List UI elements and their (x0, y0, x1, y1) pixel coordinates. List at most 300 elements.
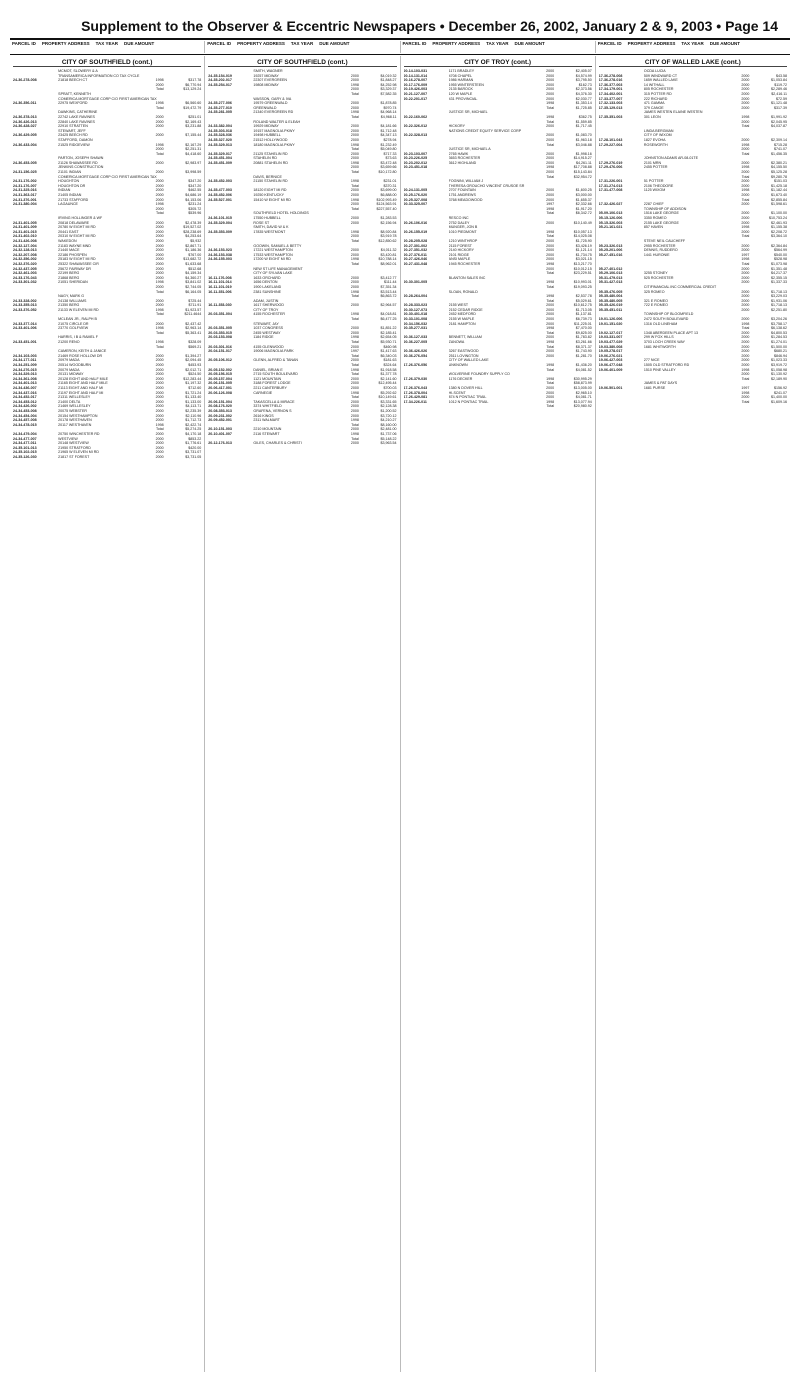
property-address: ROSE ST (253, 220, 270, 225)
tax-year: 2000 (741, 266, 750, 271)
parcel-id: 16-11-351-006 (208, 289, 232, 294)
header-tax-year: TAX YEAR (681, 41, 704, 46)
due-amount: $4,418.60 (185, 151, 202, 156)
due-amount: $1,083.70 (575, 133, 592, 138)
header-sub-rule (10, 54, 790, 55)
parcel-id: 24-34-454-004 (13, 413, 37, 418)
due-amount: $58,873.99 (573, 381, 592, 386)
due-amount: $3,412.77 (380, 275, 397, 280)
parcel-id: 19-01-151-020 (598, 321, 623, 326)
tax-year: 2000 (155, 275, 164, 280)
due-amount: $1,609.16 (770, 399, 787, 404)
due-amount: $3,731.05 (185, 454, 202, 459)
tax-year: 1998 (350, 179, 359, 184)
due-amount: $715.28 (773, 142, 787, 147)
property-address: 21200 RENO (58, 340, 80, 345)
parcel-id: 17-28-101-043 (598, 137, 623, 142)
property-address: HICKORY (448, 124, 465, 129)
parcel-id: 24-36-429-005 (13, 133, 37, 138)
parcel-id: 24-35-102-015 (13, 450, 37, 455)
parcel-id: 05-27-451-016 (598, 252, 623, 257)
property-address: 315 POTTER RD (643, 91, 672, 96)
property-address: 22975 WEXFORD (58, 101, 88, 106)
due-amount: $1,923.57 (185, 307, 202, 312)
tax-year: Total (741, 326, 750, 331)
tax-year: 2000 (155, 431, 164, 436)
due-amount: $6,888.00 (380, 193, 397, 198)
property-address: 2752 DALEY (448, 220, 470, 225)
parcel-id: 17-26-376-056 (403, 363, 428, 367)
property-address: 2955 ROCHESTER (643, 243, 676, 248)
tax-year: 2000 (350, 441, 359, 446)
property-address: MCMOT, SLOWERY & A (58, 69, 98, 73)
tax-year: 2000 (741, 137, 750, 142)
due-amount: $1,133.40 (185, 395, 202, 400)
tax-year: 2000 (155, 124, 164, 129)
tax-year: 2000 (546, 353, 555, 358)
parcel-id: 24-36-278-008 (13, 78, 37, 83)
due-amount: $5,049.80 (380, 147, 397, 152)
property-address: 2152 CEDAR RIDGE (448, 307, 483, 312)
property-address: NATIONS CREDIT EQUITY SERVICE CORP (448, 128, 522, 133)
tax-year: 2000 (350, 399, 359, 404)
tax-year: 2000 (546, 124, 555, 129)
tax-year: 2000 (741, 317, 750, 322)
tax-year: Total (546, 174, 555, 179)
property-address: DAVIS, BERNICE (253, 174, 282, 179)
tax-year: 2000 (741, 294, 750, 299)
parcel-id: 20-28-205-028 (403, 238, 428, 243)
tax-year: Total (351, 422, 359, 427)
due-amount: $2,437.42 (185, 321, 202, 326)
due-amount: $846.94 (773, 353, 787, 358)
tax-year: 2000 (350, 165, 359, 170)
property-address: 2116 STEWART (253, 431, 280, 436)
parcel-id: 24-35-353-009 (208, 229, 232, 234)
property-address: 1348 ABERDEEN PLACE APT 13 (643, 330, 698, 335)
due-amount: $3,472.48 (380, 160, 397, 165)
property-address: 120 W MAPLE (448, 91, 473, 96)
property-address: GREENWALD (253, 105, 277, 110)
tax-year: Total (546, 298, 555, 303)
due-amount: $119.72 (774, 82, 787, 87)
tax-year: 2000 (546, 238, 555, 243)
property-address: 1633 ORCHARD (253, 275, 281, 280)
tax-year: 2000 (155, 119, 164, 124)
due-amount: $1,717.45 (575, 124, 592, 129)
due-amount: $6,164.05 (185, 289, 202, 294)
parcel-id: 24-31-401-009 (13, 225, 37, 230)
tax-year: 2000 (546, 317, 555, 322)
due-amount: $9,280.78 (770, 174, 787, 179)
tax-year: 2000 (546, 151, 555, 156)
parcel-id: 17-29-227-004 (598, 142, 623, 147)
property-address: STAHELIN RD (253, 156, 277, 161)
parcel-id: 20-36-227-005 (403, 340, 428, 345)
due-amount: $1,918.58 (380, 367, 397, 372)
tax-year: 1998 (155, 280, 164, 285)
property-address: 21340 EVERGREEN RD (253, 110, 294, 115)
due-amount: $4,574.99 (575, 73, 592, 78)
property-address: 2101 MRN (643, 160, 662, 165)
due-amount: $5,932 (190, 238, 202, 243)
parcel-id: 20-23-226-025 (403, 156, 428, 161)
tax-year: 2000 (155, 179, 164, 184)
property-address: 17221 WESTHAMPTON (253, 248, 293, 253)
parcel-id: 20-26-106-016 (403, 220, 428, 225)
tax-year: 1998 (741, 188, 750, 193)
due-amount: $1,100.00 (770, 211, 787, 216)
tax-year: 2000 (741, 248, 750, 253)
property-address: COMERICA MORTGAGE CORP C/O FIRST AMERICAN TAX (58, 174, 157, 179)
tax-year: 2000 (155, 183, 164, 188)
tax-year: 2000 (155, 399, 164, 404)
parcel-id: 20-33-101-008 (403, 317, 428, 322)
parcel-id: 20-23-202-012 (403, 160, 428, 165)
parcel-id: 24-34-479-004 (13, 431, 37, 436)
due-amount: $1,456.35 (770, 151, 787, 156)
due-amount: $151.03 (773, 179, 787, 184)
tax-year: Total (741, 174, 750, 179)
tax-year: 2000 (155, 248, 164, 253)
due-amount: $1,998.16 (575, 151, 592, 156)
due-amount: $1,655.37 (575, 197, 592, 202)
tax-year: 2000 (546, 312, 555, 317)
tax-year: Total (351, 183, 359, 188)
due-amount: $5,029.61 (575, 298, 592, 303)
tax-year: Total (155, 105, 164, 110)
tax-year: 2000 (546, 82, 555, 87)
due-amount: $2,185.41 (380, 330, 397, 335)
tax-year: 1998 (546, 261, 555, 266)
parcel-id: 24-36-453-005 (13, 160, 37, 165)
due-amount: $2,332.66 (575, 202, 592, 207)
parcel-id: 24-34-436-007 (13, 385, 37, 390)
due-amount: $5,292.62 (380, 390, 397, 395)
due-amount: $8,160.00 (380, 422, 397, 427)
tax-year: 2000 (350, 358, 359, 363)
property-address: OCDA LUCIA (643, 69, 666, 73)
due-amount: $4,800.53 (770, 330, 787, 335)
due-amount: $1,073.98 (770, 261, 787, 266)
due-amount: $1,155.38 (770, 225, 787, 230)
tax-year: 2000 (350, 413, 359, 418)
header-property-address: PROPERTY ADDRESS (41, 41, 90, 46)
tax-year: Total (546, 234, 555, 239)
property-address: 1656 DENTON (253, 280, 278, 285)
property-address: RESCO INC (448, 216, 469, 220)
tax-year: 2000 (546, 91, 555, 96)
property-address: 21125 STAHELIN RD (253, 151, 288, 156)
parcel-id: 24-31-363-017 (13, 193, 37, 198)
due-amount: $43.58 (775, 73, 787, 78)
parcel-id: 20-28-333-023 (403, 303, 428, 308)
due-amount: $3,795.50 (575, 78, 592, 83)
tax-year: Total (546, 367, 555, 372)
property-address: 4155 GLENWOOD (253, 344, 284, 349)
tax-year: 2000 (741, 243, 750, 248)
parcel-id: 17-36-278-016 (598, 78, 623, 83)
tax-year: 2000 (350, 156, 359, 161)
tax-year: 2000 (350, 280, 359, 285)
parcel-id: 20-04-151-017 (208, 349, 232, 354)
tax-year: 2000 (546, 303, 555, 308)
tax-year: 2000 (546, 69, 555, 73)
tax-year: 2000 (155, 303, 164, 308)
tax-year: 2000 (546, 193, 555, 198)
due-amount: $1,394.27 (185, 353, 202, 358)
property-address: HOUGHTON DR (58, 183, 86, 188)
due-amount: $6,342.72 (575, 211, 592, 216)
column-header-group (10, 41, 204, 53)
tax-year: 2000 (741, 78, 750, 83)
due-amount: $853.22 (188, 436, 202, 441)
tax-year: 1998 (741, 142, 750, 147)
parcel-id: 20-09-231-002 (208, 413, 232, 418)
tax-year: 2000 (155, 225, 164, 230)
parcel-id: 24-35-329-017 (208, 151, 232, 156)
tax-year: 2000 (741, 170, 750, 175)
parcel-id: 24-35-477-003 (208, 188, 232, 193)
due-amount: $711.91 (188, 303, 202, 308)
header-property-address: PROPERTY ADDRESS (627, 41, 676, 46)
parcel-id: 17-29-476-006 (598, 165, 623, 170)
due-amount: $3,919.72 (770, 363, 787, 367)
property-address: 21525 RIDGEVIEW (58, 142, 90, 147)
tax-year: 2000 (741, 303, 750, 308)
due-amount: $7,351.34 (380, 284, 397, 289)
due-amount: $3,731.07 (185, 450, 202, 455)
property-address: 21400 DELTA (58, 399, 81, 404)
parcel-id: 20-27-431-048 (403, 261, 428, 266)
tax-year: 2000 (350, 427, 359, 432)
tax-year: 1998 (350, 257, 359, 262)
tax-year: 2000 (546, 248, 555, 253)
tax-year: 2000 (741, 280, 750, 285)
due-amount: $2,208.72 (770, 229, 787, 234)
property-address: 2155 LAKE GEORGE (643, 220, 679, 225)
due-amount: $13,682.72 (183, 257, 202, 262)
due-amount: $767.00 (188, 252, 202, 257)
tax-year: 2000 (546, 220, 555, 225)
header-due-amount: DUE AMOUNT (514, 41, 545, 46)
parcel-id: 20-06-126-008 (208, 390, 232, 395)
tax-year: 1998 (546, 294, 555, 299)
property-address: STEVE NEIL CAUCHEFF (643, 238, 686, 243)
parcel-id: 24-36-153-038 (208, 252, 232, 257)
tax-year: 2000 (546, 160, 555, 165)
due-amount: $7,470.00 (575, 326, 592, 331)
parcel-id: 24-31-325-016 (13, 188, 37, 193)
parcel-id: 24-35-254-017 (208, 82, 232, 87)
due-amount: $725.44 (188, 298, 202, 303)
property-address: 19250 KENTUCKY (253, 193, 284, 198)
tax-year: 2000 (546, 133, 555, 138)
parcel-id: 24-35-451-004 (208, 156, 232, 161)
parcel-id: 24-31-156-025 (13, 170, 37, 175)
property-address: 2210 MOUNTAIN (253, 427, 282, 432)
property-address: CITY OF TROY (253, 307, 279, 312)
property-address: 2452 MEDFORD (448, 312, 476, 317)
parcel-id: 20-27-301-002 (403, 243, 428, 248)
parcel-id: 24-32-127-004 (13, 243, 37, 248)
due-amount: $4,081.52 (575, 367, 592, 372)
tax-year: 2000 (155, 243, 164, 248)
property-address: GOOWIN, SAMUEL & BETTY (253, 243, 302, 248)
property-address: SMITH, DAVID W & K (253, 225, 289, 230)
parcel-id: 20-10-401-007 (208, 431, 232, 436)
property-address: 21126 SHAWASSEE RD (58, 160, 98, 165)
tax-year: 2000 (350, 330, 359, 335)
tax-year: Total (741, 399, 750, 404)
due-amount: $2,169.43 (185, 119, 202, 124)
tax-year: Total (546, 344, 555, 349)
property-address: 1171 BRADLEY (448, 69, 475, 73)
parcel-id: 20-23-451-018 (403, 165, 428, 170)
tax-year: 1998 (741, 257, 750, 262)
property-address: 20148 WESTVIEW (58, 441, 89, 446)
tax-year: 1998 (350, 229, 359, 234)
tax-year: Total (351, 353, 359, 358)
parcel-id: 20-17-176-009 (403, 82, 428, 87)
parcel-id: 24-36-426-013 (13, 119, 37, 124)
tax-year: 2000 (155, 261, 164, 266)
property-address: 1176 DECKER (448, 376, 473, 381)
due-amount: $2,380.21 (770, 160, 787, 165)
parcel-id: 24-33-451-001 (13, 340, 37, 345)
tax-year: 2000 (155, 257, 164, 262)
parcel-id: 20-03-353-015 (208, 330, 232, 335)
property-address: 1945 ROCHESTER (448, 261, 481, 266)
due-amount: $4,018.81 (380, 312, 397, 317)
tax-year: Total (351, 372, 359, 377)
due-amount: $227,557.40 (376, 206, 397, 211)
tax-year: 1998 (546, 165, 555, 170)
tax-year: 2000 (741, 340, 750, 345)
tax-year: 2000 (350, 404, 359, 409)
tax-year: 2000 (741, 87, 750, 92)
parcel-id: 17-35-129-013 (598, 105, 623, 110)
due-amount: $13,077.94 (573, 399, 592, 404)
tax-year: 2000 (350, 216, 359, 220)
due-amount: $2,012.71 (185, 367, 202, 372)
tax-year: 2000 (546, 137, 555, 142)
property-address: FOGNINI, WILLIAM J (448, 179, 484, 184)
parcel-id: 17-26-378-004 (403, 390, 428, 395)
property-address: 3768 MEADOWOOD (448, 197, 483, 202)
tax-year: 2000 (741, 229, 750, 234)
column-header-group (400, 41, 595, 53)
due-amount: $6,477.25 (380, 317, 397, 322)
property-address: BENNETT, WILLIAM (448, 335, 482, 340)
tax-year: 2000 (741, 349, 750, 354)
property-address: COMERICA MORTGAGE CORP C/O FIRST AMERICAN TAX (58, 96, 157, 101)
property-address: 25672 FAIRWAY DR (58, 266, 91, 271)
property-address: 21183 WAYNE MND (58, 243, 91, 248)
property-address: 17533 WESTHAMPTON (253, 252, 293, 257)
tax-year: Total (351, 436, 359, 441)
due-amount: $6,739.73 (575, 317, 592, 322)
due-amount: $512.68 (188, 266, 202, 271)
tax-year: 2000 (350, 137, 359, 142)
parcel-id: 20-05-106-012 (208, 358, 232, 363)
listing-column-2 (204, 56, 399, 1372)
property-address: 20075 WEBSTER (58, 408, 87, 413)
property-address: 2455 POTTER (643, 165, 668, 170)
page-title: Supplement to the Observer & Eccentric Newspapers • December 26, 2002, January 2 & 9, 2003 • Page 14 (81, 18, 778, 34)
parcel-id: 19-05-278-017 (598, 349, 623, 354)
tax-year: Total (546, 381, 555, 386)
due-amount: $1,718.13 (770, 289, 787, 294)
property-address: 1751 ANDREWS (448, 193, 476, 198)
due-amount: $1,712.48 (380, 128, 397, 133)
due-amount: $181.63 (383, 358, 397, 363)
tax-year: 2000 (155, 220, 164, 225)
property-address: 2715 SOUTH BOULEVARD (253, 372, 298, 377)
due-amount: $1,186.36 (185, 248, 202, 253)
tax-year: Total (741, 124, 750, 129)
property-address: 20154 WESTHAMPTON (58, 413, 98, 418)
due-amount: $8,962.01 (380, 261, 397, 266)
due-amount: $231.24 (188, 202, 202, 207)
property-address: 2311 WALMART (253, 418, 280, 423)
tax-year: 2000 (155, 238, 164, 243)
parcel-row (599, 400, 787, 405)
due-amount: $462.55 (188, 188, 202, 193)
due-amount: $347.20 (188, 179, 202, 184)
tax-year: 1998 (350, 82, 359, 87)
property-address: 2511 LOVINGTON (448, 353, 479, 358)
section-heading: CITY OF SOUTHFIELD (cont.) (13, 59, 201, 67)
tax-year: 2000 (350, 151, 359, 156)
due-amount: $73.63 (385, 156, 397, 161)
parcel-id: 05-31-427-013 (598, 280, 623, 285)
due-amount: $1,783.82 (575, 335, 592, 340)
due-amount: $12,495.44 (378, 381, 397, 386)
parcel-row (208, 441, 396, 446)
tax-year: 2000 (546, 395, 555, 400)
tax-year: Total (546, 330, 555, 335)
due-amount: $3,231.88 (185, 124, 202, 129)
tax-year: 2000 (741, 307, 750, 312)
column-header-group (595, 41, 790, 53)
tax-year: Total (351, 170, 359, 175)
tax-year: 2000 (546, 307, 555, 312)
tax-year: 2000 (155, 284, 164, 289)
tax-year: 2000 (350, 408, 359, 413)
parcel-id: 24-33-355-013 (13, 303, 37, 308)
property-address: 525 ROCHESTER (643, 275, 674, 280)
tax-year: Total (546, 119, 555, 124)
tax-year: 2000 (155, 206, 164, 211)
due-amount: $1,851.22 (380, 326, 397, 331)
tax-year: 2000 (741, 353, 750, 358)
parcel-id: 19-06-501-001 (598, 385, 623, 390)
property-address: 21512 HOLLYWOOD (253, 137, 288, 142)
due-amount: $10,612.75 (573, 303, 592, 308)
parcel-id: 20-03-301-016 (208, 344, 232, 349)
due-amount: $1,121.48 (770, 101, 787, 106)
tax-year: Total (351, 395, 359, 400)
due-amount: $362.75 (578, 114, 592, 119)
parcel-id: 24-36-101-015 (208, 216, 232, 220)
column-header-group (204, 41, 399, 53)
tax-year: 1997 (350, 349, 359, 354)
tax-year: Total (351, 114, 359, 119)
tax-year: 2000 (546, 243, 555, 248)
tax-year: 2000 (155, 193, 164, 198)
property-address: 1510 PINE VALLEY (643, 367, 676, 372)
